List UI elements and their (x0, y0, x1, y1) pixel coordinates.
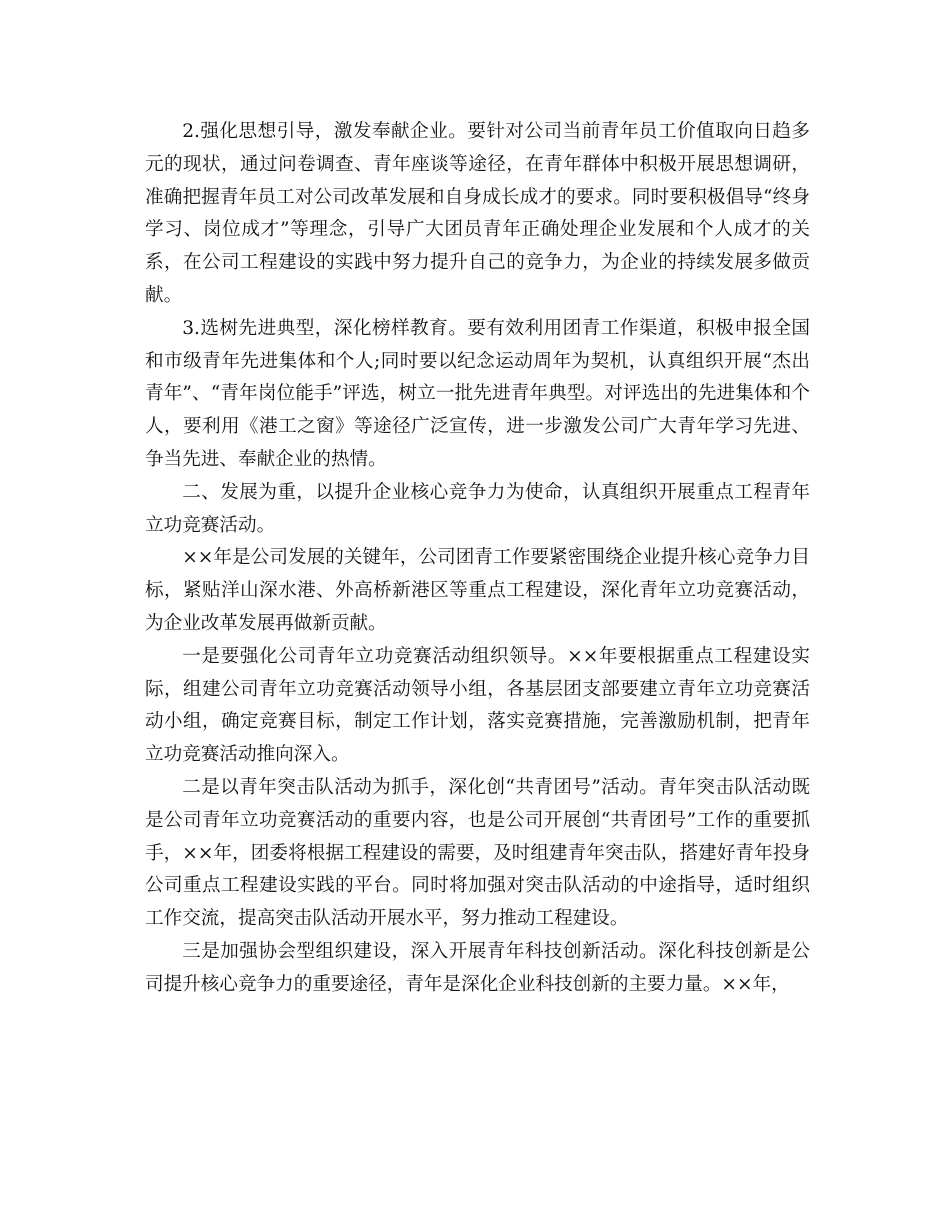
paragraph-youth-commando: 二是以青年突击队活动为抓手，深化创“共青团号”活动。青年突击队活动既是公司青年立功竞赛活动的重要内容，也是公司开展创“共青团号”工作的重要抓手，××年，团委将根据工程建设的需要，及时组建青年突击队，搭建好青年投身公司重点工程建设实践的平台。同时将加强对突击队活动的中途指导，适时组织工作交流，提高突击队活动开展水平，努力推动工程建设。 (145, 776, 810, 930)
paragraph-leadership: 一是要强化公司青年立功竞赛活动组织领导。××年要根据重点工程建设实际，组建公司青年立功竞赛活动领导小组，各基层团支部要建立青年立功竞赛活动小组，确定竞赛目标，制定工作计划，落实竞赛措施，完善激励机制，把青年立功竞赛活动推向深入。 (145, 645, 810, 766)
paragraph-key-year: ××年是公司发展的关键年，公司团青工作要紧密围绕企业提升核心竞争力目标，紧贴洋山深水港、外高桥新港区等重点工程建设，深化青年立功竞赛活动，为企业改革发展再做新贡献。 (145, 547, 810, 634)
document-body (145, 116, 810, 1002)
paragraph-strengthen-ideology: 2.强化思想引导，激发奉献企业。要针对公司当前青年员工价值取向日趋多元的现状，通过问卷调查、青年座谈等途径，在青年群体中积极开展思想调研，准确把握青年员工对公司改革发展和自身成长成才的要求。同时要积极倡导“终身学习、岗位成才”等理念，引导广大团员青年正确处理企业发展和个人成才的关系，在公司工程建设的实践中努力提升自己的竞争力，为企业的持续发展多做贡献。 (145, 121, 810, 306)
paragraph-tech-innovation: 三是加强协会型组织建设，深入开展青年科技创新活动。深化科技创新是公司提升核心竞争力的重要途径，青年是深化企业科技创新的主要力量。××年， (145, 940, 810, 995)
section-heading-development: 二、发展为重，以提升企业核心竞争力为使命，认真组织开展重点工程青年立功竞赛活动。 (145, 481, 810, 536)
paragraph-select-models: 3.选树先进典型，深化榜样教育。要有效利用团青工作渠道，积极申报全国和市级青年先进集体和个人;同时要以纪念运动周年为契机，认真组织开展“杰出青年”、“青年岗位能手”评选，树立一批先进青年典型。对评选出的先进集体和个人，要利用《港工之窗》等途径广泛宣传，进一步激发公司广大青年学习先进、争当先进、奉献企业的热情。 (145, 317, 810, 470)
